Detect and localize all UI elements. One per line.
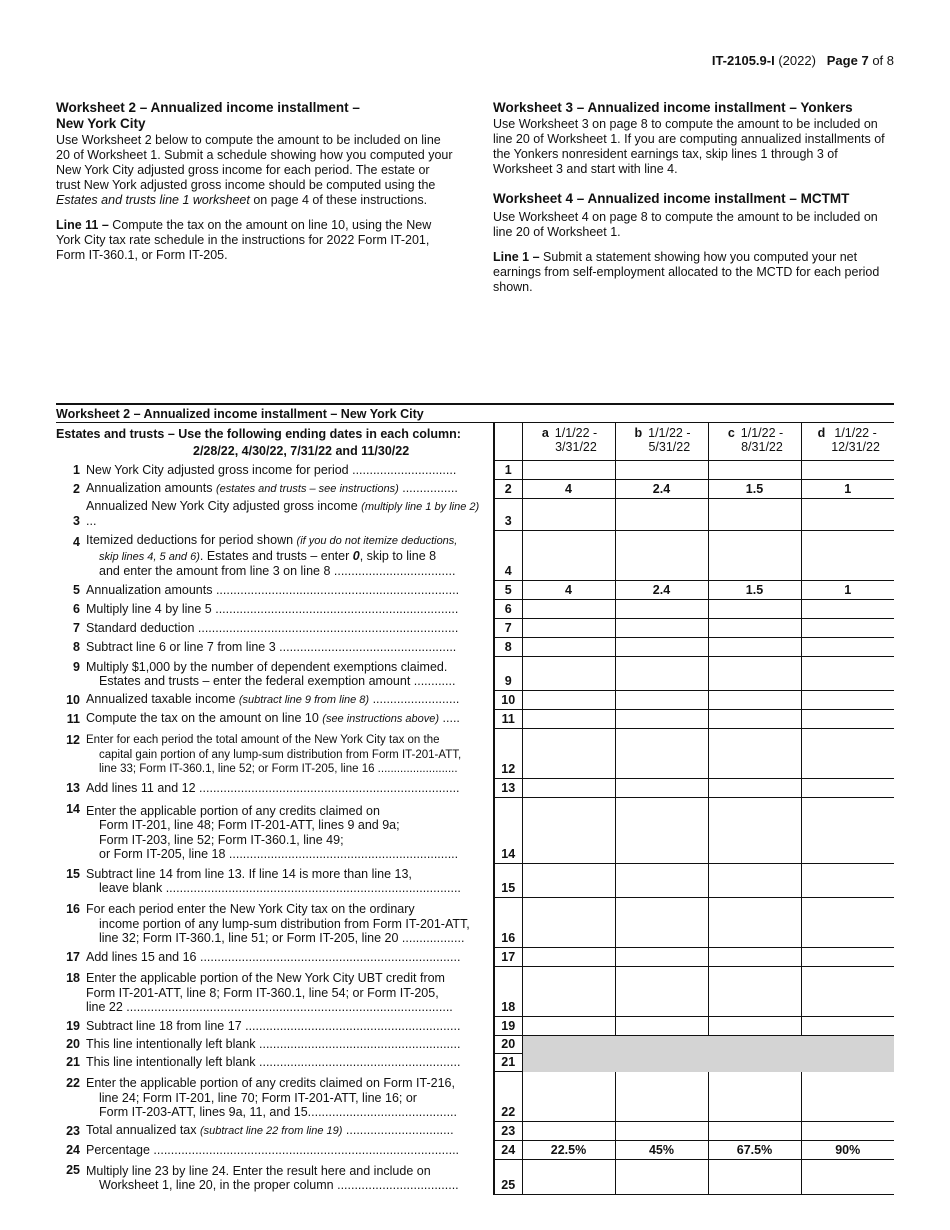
table-row <box>56 948 894 967</box>
table-row <box>56 1141 894 1160</box>
line-box-number: 25 <box>494 1160 522 1195</box>
desc-text: Subtract line 14 from line 13. If line 14 is more than line 13, <box>86 866 412 881</box>
line-number-cell <box>56 1072 86 1122</box>
line1-label: Line 1 – <box>493 250 540 264</box>
line-description <box>86 499 494 531</box>
line-description <box>86 798 494 864</box>
line-description: Subtract line 6 or line 7 from line 3 ................................................... <box>86 640 457 654</box>
amount-cell-a[interactable] <box>522 729 615 779</box>
amount-cell-b[interactable] <box>615 619 708 638</box>
line-description <box>86 691 494 710</box>
line-description: This line intentionally left blank .......................................................... <box>86 1037 461 1051</box>
table-row <box>56 600 894 619</box>
desc-text2: Worksheet 1, line 20, in the proper column ................................... <box>99 1178 459 1192</box>
line1-instruction <box>493 250 895 295</box>
percentage-value-a: 22.5% <box>522 1141 615 1160</box>
amount-cell-a[interactable] <box>522 710 615 729</box>
amount-cell-d[interactable] <box>801 864 894 898</box>
table-row <box>56 779 894 798</box>
amount-cell-d[interactable] <box>801 948 894 967</box>
line11-instruction <box>56 218 456 263</box>
desc-text2: Form IT-201, line 48; Form IT-201-ATT, lines 9 and 9a; <box>99 818 400 832</box>
amount-cell-c[interactable] <box>708 691 801 710</box>
desc-note: (subtract line 9 from line 8) <box>238 694 370 706</box>
line-number-cell <box>56 1160 86 1195</box>
form-id: IT-2105.9-I <box>711 53 775 68</box>
amount-cell-c[interactable] <box>708 779 801 798</box>
line-box-number: 19 <box>494 1017 522 1036</box>
amount-cell-b[interactable] <box>615 729 708 779</box>
col-range-start: 1/1/22 - <box>554 426 598 440</box>
desc-text: Annualized New York City adjusted gross income <box>86 498 362 513</box>
line-box-number: 21 <box>494 1054 522 1072</box>
line-number: 15 <box>66 866 80 881</box>
amount-cell-b[interactable] <box>615 657 708 691</box>
desc-text: Multiply line 23 by line 24. Enter the result here and include on <box>86 1163 431 1178</box>
line-description <box>86 967 494 1017</box>
worksheet2-title <box>56 100 456 132</box>
table-row <box>56 531 894 581</box>
desc-dots: ............................... <box>342 1123 454 1137</box>
annualization-value-a: 4 <box>522 480 615 499</box>
col-range-end: 3/31/22 <box>555 440 597 454</box>
table-row <box>56 798 894 864</box>
line-description <box>86 1160 494 1195</box>
amount-cell-c[interactable] <box>708 1122 801 1141</box>
desc-note: (if you do not itemize deductions, <box>296 535 458 547</box>
desc-text3: Form IT-203, line 52; Form IT-360.1, line 49; <box>99 832 344 847</box>
col-range-start: 1/1/22 - <box>648 426 691 440</box>
line-number: 16 <box>66 901 80 916</box>
line-number: 3 <box>73 514 80 528</box>
amount-cell-d[interactable] <box>801 531 894 581</box>
amount-cell-c[interactable] <box>708 638 801 657</box>
table-row <box>56 581 894 600</box>
line-box-number: 7 <box>494 619 522 638</box>
amount-cell-a[interactable] <box>522 600 615 619</box>
line-number: 2 <box>73 482 80 496</box>
annualization-value-b: 2.4 <box>615 581 708 600</box>
amount-cell-d[interactable] <box>801 710 894 729</box>
column-d-header <box>801 423 894 461</box>
amount-cell-a[interactable] <box>522 1017 615 1036</box>
amount-cell-c[interactable] <box>708 531 801 581</box>
line-description: Multiply line 4 by line 5 ...................................................................... <box>86 602 459 616</box>
line-box-number: 6 <box>494 600 522 619</box>
line-number: 7 <box>73 621 80 635</box>
page-header <box>712 53 894 68</box>
col-range-start: 1/1/22 - <box>834 426 877 440</box>
line-box-number: 20 <box>494 1036 522 1054</box>
amount-cell-c[interactable] <box>708 1072 801 1122</box>
amount-cell-d[interactable] <box>801 967 894 1017</box>
desc-text: Enter the applicable portion of the New York City UBT credit from <box>86 971 445 985</box>
table-row <box>56 1017 894 1036</box>
line-number-cell <box>56 967 86 1017</box>
line11-text: Compute the tax on the amount on line 10, using the New York City tax rate schedule in the instructions for 2022 Form IT-201, Form IT-360.1, or Form IT-205. <box>56 218 432 262</box>
desc-dots: ..... <box>439 711 460 725</box>
desc-text: Enter for each period the total amount of the New York City tax on the <box>86 734 440 746</box>
desc-text2: capital gain portion of any lump-sum distribution from Form IT-201-ATT, <box>99 748 462 761</box>
annualization-value-c: 1.5 <box>708 581 801 600</box>
table-row <box>56 710 894 729</box>
line-box-number: 23 <box>494 1122 522 1141</box>
line-description: New York City adjusted gross income for period .............................. <box>86 463 457 477</box>
desc-text3: , skip to line 8 <box>359 548 437 563</box>
line-description <box>86 1122 494 1141</box>
amount-cell-b[interactable] <box>615 1160 708 1195</box>
worksheet2-intro-italic: Estates and trusts line 1 worksheet <box>56 193 250 207</box>
line-number: 6 <box>73 602 80 616</box>
line-description <box>86 480 494 499</box>
line-box-number: 22 <box>494 1072 522 1122</box>
line-number: 21 <box>66 1055 80 1069</box>
col-letter: a <box>541 426 549 440</box>
header-linebox <box>494 423 522 461</box>
amount-cell-d[interactable] <box>801 1017 894 1036</box>
amount-cell-c[interactable] <box>708 967 801 1017</box>
amount-cell-c[interactable] <box>708 1017 801 1036</box>
desc-text3: line 33; Form IT-360.1, line 52; or Form IT-205, line 16 ......................... <box>99 763 458 775</box>
line-description: Standard deduction ........................................................................... <box>86 621 459 635</box>
line-description: Add lines 11 and 12 ........................................................................... <box>86 781 460 795</box>
worksheet3-body: Use Worksheet 3 on page 8 to compute the amount to be included on line 20 of Worksheet 1. If you are computing annualized installments of the Yonkers nonresident earnings tax, skip lines 1 through 3 of Worksheet 3 and start with line 4. <box>493 117 885 176</box>
desc-note: (multiply line 1 by line 2) <box>361 500 480 513</box>
desc-text: Itemized deductions for period shown <box>86 533 297 547</box>
amount-cell-c[interactable] <box>708 798 801 864</box>
line-box-number: 2 <box>494 480 522 499</box>
amount-cell-b[interactable] <box>615 898 708 948</box>
line-box-number: 13 <box>494 779 522 798</box>
line-box-number: 5 <box>494 581 522 600</box>
amount-cell-a[interactable] <box>522 898 615 948</box>
annualization-value-a: 4 <box>522 581 615 600</box>
page-of: of 8 <box>872 53 894 68</box>
table-row <box>56 619 894 638</box>
amount-cell-b[interactable] <box>615 638 708 657</box>
line-number: 4 <box>73 534 80 549</box>
line-number: 23 <box>66 1124 80 1138</box>
amount-cell-a[interactable] <box>522 531 615 581</box>
annualization-value-d: 1 <box>801 480 894 499</box>
amount-cell-a[interactable] <box>522 619 615 638</box>
table-title: Worksheet 2 – Annualized income installment – New York City <box>56 403 894 422</box>
line-box-number: 14 <box>494 798 522 864</box>
desc-text: Compute the tax on the amount on line 10 <box>86 711 323 725</box>
amount-cell-c[interactable] <box>708 898 801 948</box>
line-box-number: 11 <box>494 710 522 729</box>
line-description <box>86 531 494 581</box>
percentage-value-b: 45% <box>615 1141 708 1160</box>
worksheet2-intro-end: on page 4 of these instructions. <box>249 193 428 207</box>
line-description <box>86 1072 494 1122</box>
table-row <box>56 657 894 691</box>
line1-text: Submit a statement showing how you computed your net earnings from self-employment allocated to the MCTD for each period shown. <box>493 250 880 294</box>
line-box-number: 17 <box>494 948 522 967</box>
line-number-cell <box>56 864 86 898</box>
worksheet2-title-line2: New York City <box>56 116 146 131</box>
desc-text: Multiply $1,000 by the number of dependent exemptions claimed. <box>86 659 448 674</box>
right-column <box>493 100 895 295</box>
table-row <box>56 691 894 710</box>
amount-cell-b[interactable] <box>615 967 708 1017</box>
desc-note: (estates and trusts – see instructions) <box>215 483 399 495</box>
amount-cell-c[interactable] <box>708 1160 801 1195</box>
col-range-end: 8/31/22 <box>741 440 783 454</box>
amount-cell-a[interactable] <box>522 499 615 531</box>
line-description <box>86 657 494 691</box>
amount-cell-c[interactable] <box>708 864 801 898</box>
table-row <box>56 1122 894 1141</box>
column-b-header <box>615 423 708 461</box>
desc-text2: line 24; Form IT-201, line 70; Form IT-201-ATT, line 16; or <box>99 1090 417 1105</box>
desc-text: Enter the applicable portion of any credits claimed on <box>86 803 380 818</box>
amount-cell-d[interactable] <box>801 898 894 948</box>
line-box-number: 8 <box>494 638 522 657</box>
line-box-number: 15 <box>494 864 522 898</box>
amount-cell-c[interactable] <box>708 729 801 779</box>
amount-cell-b[interactable] <box>615 798 708 864</box>
amount-cell-d[interactable] <box>801 600 894 619</box>
line-number-cell <box>56 898 86 948</box>
amount-cell-d[interactable] <box>801 638 894 657</box>
amount-cell-a[interactable] <box>522 779 615 798</box>
line11-label: Line 11 – <box>56 218 109 232</box>
amount-cell-b[interactable] <box>615 531 708 581</box>
annualization-value-c: 1.5 <box>708 480 801 499</box>
desc-text3: Form IT-203-ATT, lines 9a, 11, and 15........................................... <box>99 1105 457 1119</box>
line-description: Subtract line 18 from line 17 .............................................................. <box>86 1019 461 1033</box>
desc-text3: line 22 .............................................................................................. <box>86 1000 453 1014</box>
desc-note: (subtract line 22 from line 19) <box>199 1125 343 1137</box>
table-row <box>56 1072 894 1122</box>
line-description <box>86 864 494 898</box>
desc-text2: Form IT-201-ATT, line 8; Form IT-360.1, line 54; or Form IT-205, <box>86 985 439 1000</box>
line-number: 19 <box>66 1019 80 1033</box>
line-description: Annualization amounts ...................................................................... <box>86 583 460 597</box>
line-box-number: 16 <box>494 898 522 948</box>
table-row <box>56 461 894 480</box>
amount-cell-c[interactable] <box>708 461 801 480</box>
amount-cell-d[interactable] <box>801 499 894 531</box>
amount-cell-b[interactable] <box>615 600 708 619</box>
percentage-value-d: 90% <box>801 1141 894 1160</box>
amount-cell-a[interactable] <box>522 948 615 967</box>
col-range-end: 12/31/22 <box>831 440 880 454</box>
desc-text4: or Form IT-205, line 18 .................................................................. <box>99 847 459 861</box>
amount-cell-b[interactable] <box>615 499 708 531</box>
line-box-number: 9 <box>494 657 522 691</box>
amount-cell-c[interactable] <box>708 948 801 967</box>
line-number: 11 <box>66 712 80 726</box>
line-box-number: 10 <box>494 691 522 710</box>
desc-text: Total annualized tax <box>86 1123 200 1137</box>
worksheet4-title: Worksheet 4 – Annualized income installment – MCTMT <box>493 191 850 206</box>
amount-cell-a[interactable] <box>522 1122 615 1141</box>
line-number: 17 <box>66 950 80 964</box>
amount-cell-d[interactable] <box>801 779 894 798</box>
line-description <box>86 898 494 948</box>
desc-text2: leave blank ..................................................................................... <box>99 881 461 895</box>
desc-text2: . Estates and trusts – enter <box>199 548 353 563</box>
amount-cell-d[interactable] <box>801 461 894 480</box>
line-description <box>86 710 494 729</box>
worksheet2-title-line1: Worksheet 2 – Annualized income installment – <box>56 100 360 115</box>
line-description: This line intentionally left blank .......................................................... <box>86 1055 461 1069</box>
amount-cell-d[interactable] <box>801 729 894 779</box>
line-number: 9 <box>73 659 80 674</box>
amount-cell-c[interactable] <box>708 499 801 531</box>
line-box-number: 24 <box>494 1141 522 1160</box>
line-number: 25 <box>66 1162 80 1177</box>
line-number: 5 <box>73 583 80 597</box>
column-a-header <box>522 423 615 461</box>
desc-zero: 0 <box>352 548 360 563</box>
worksheet4-body: Use Worksheet 4 on page 8 to compute the amount to be included on line 20 of Worksheet 1. <box>493 210 878 239</box>
amount-cell-b[interactable] <box>615 1072 708 1122</box>
line-number-cell <box>56 729 86 779</box>
table-row <box>56 864 894 898</box>
col-letter: c <box>727 426 735 440</box>
amount-cell-b[interactable] <box>615 864 708 898</box>
amount-cell-b[interactable] <box>615 1122 708 1141</box>
column-c-header <box>708 423 801 461</box>
line-box-number: 1 <box>494 461 522 480</box>
amount-cell-a[interactable] <box>522 1160 615 1195</box>
line-description: Add lines 15 and 16 ........................................................................... <box>86 950 461 964</box>
amount-cell-a[interactable] <box>522 657 615 691</box>
worksheet2-table <box>56 403 894 1195</box>
annualization-value-d: 1 <box>801 581 894 600</box>
header-prefix: Estates and trusts – <box>56 427 179 441</box>
desc-dots: ......................... <box>369 692 460 706</box>
amount-cell-d[interactable] <box>801 1072 894 1122</box>
desc-dots: ... <box>86 514 97 528</box>
col-letter: d <box>817 426 826 440</box>
desc-text4: and enter the amount from line 3 on line 8 ................................... <box>99 564 456 578</box>
amount-cell-d[interactable] <box>801 691 894 710</box>
line-description <box>86 729 494 779</box>
amount-cell-d[interactable] <box>801 657 894 691</box>
col-range-start: 1/1/22 - <box>740 426 784 440</box>
line-number: 8 <box>73 640 80 654</box>
amount-cell-a[interactable] <box>522 1072 615 1122</box>
amount-cell-a[interactable] <box>522 638 615 657</box>
worksheet3-title: Worksheet 3 – Annualized income installment – Yonkers <box>493 100 853 115</box>
amount-cell-a[interactable] <box>522 864 615 898</box>
amount-cell-a[interactable] <box>522 461 615 480</box>
amount-cell-d[interactable] <box>801 1160 894 1195</box>
line-number: 24 <box>66 1143 80 1157</box>
table-header-instruction <box>56 423 494 461</box>
line-number: 13 <box>66 781 80 795</box>
amount-cell-c[interactable] <box>708 600 801 619</box>
table-row <box>56 1036 894 1054</box>
amount-cell-c[interactable] <box>708 710 801 729</box>
amount-cell-b[interactable] <box>615 779 708 798</box>
line-number-cell <box>56 657 86 691</box>
worksheet2-intro <box>56 133 456 208</box>
desc-note2: skip lines 4, 5 and 6) <box>99 550 200 563</box>
line-number-cell <box>56 531 86 581</box>
amount-cell-d[interactable] <box>801 798 894 864</box>
left-column <box>56 100 456 263</box>
table-row <box>56 499 894 531</box>
table-row <box>56 898 894 948</box>
amount-cell-b[interactable] <box>615 710 708 729</box>
amount-cell-a[interactable] <box>522 967 615 1017</box>
line-number: 18 <box>66 970 80 985</box>
desc-text: Annualized taxable income <box>86 692 239 706</box>
amount-cell-b[interactable] <box>615 461 708 480</box>
amount-cell-b[interactable] <box>615 948 708 967</box>
amount-cell-d[interactable] <box>801 619 894 638</box>
line-number: 14 <box>66 801 80 816</box>
line-description: Percentage ........................................................................................ <box>86 1143 460 1157</box>
col-letter: b <box>634 426 643 440</box>
header-text1: Use the following ending dates in each column: <box>178 427 461 441</box>
desc-dots: ................ <box>398 481 458 495</box>
annualization-value-b: 2.4 <box>615 480 708 499</box>
page-label: Page 7 <box>826 53 869 68</box>
desc-note: (see instructions above) <box>322 713 440 725</box>
amount-cell-d[interactable] <box>801 1122 894 1141</box>
form-year: (2022) <box>778 53 816 68</box>
line-number: 1 <box>73 463 80 477</box>
blank-shaded-area <box>522 1036 894 1072</box>
header-text2: 2/28/22, 4/30/22, 7/31/22 and 11/30/22 <box>193 444 410 458</box>
desc-text2: Estates and trusts – enter the federal exemption amount ............ <box>99 674 456 688</box>
percentage-value-c: 67.5% <box>708 1141 801 1160</box>
line-box-number: 18 <box>494 967 522 1017</box>
line-number: 22 <box>66 1075 80 1090</box>
line-number: 12 <box>66 732 80 747</box>
table-row <box>56 967 894 1017</box>
line-number: 10 <box>66 693 80 707</box>
line-box-number: 3 <box>494 499 522 531</box>
amount-cell-b[interactable] <box>615 691 708 710</box>
desc-text: Enter the applicable portion of any credits claimed on Form IT-216, <box>86 1076 455 1090</box>
table-row <box>56 729 894 779</box>
desc-text3: line 32; Form IT-360.1, line 51; or Form IT-205, line 20 .................. <box>99 931 465 945</box>
table-row <box>56 480 894 499</box>
line-box-number: 12 <box>494 729 522 779</box>
line-number-cell <box>56 798 86 864</box>
desc-text: Annualization amounts <box>86 481 216 495</box>
amount-cell-a[interactable] <box>522 798 615 864</box>
line-box-number: 4 <box>494 531 522 581</box>
desc-text2: income portion of any lump-sum distribution from Form IT-201-ATT, <box>99 916 470 931</box>
col-range-end: 5/31/22 <box>648 440 691 454</box>
desc-text: For each period enter the New York City tax on the ordinary <box>86 902 415 916</box>
amount-cell-c[interactable] <box>708 619 801 638</box>
table-row <box>56 638 894 657</box>
amount-cell-b[interactable] <box>615 1017 708 1036</box>
worksheet2-intro-text: Use Worksheet 2 below to compute the amount to be included on line 20 of Worksheet 1. Submit a schedule showing how you computed your New York City adjusted gross income for each period. The estate or trust New York adjusted gross income should be computed using the <box>56 133 453 192</box>
table-row <box>56 1160 894 1195</box>
amount-cell-a[interactable] <box>522 691 615 710</box>
amount-cell-c[interactable] <box>708 657 801 691</box>
line-number: 20 <box>66 1037 80 1051</box>
